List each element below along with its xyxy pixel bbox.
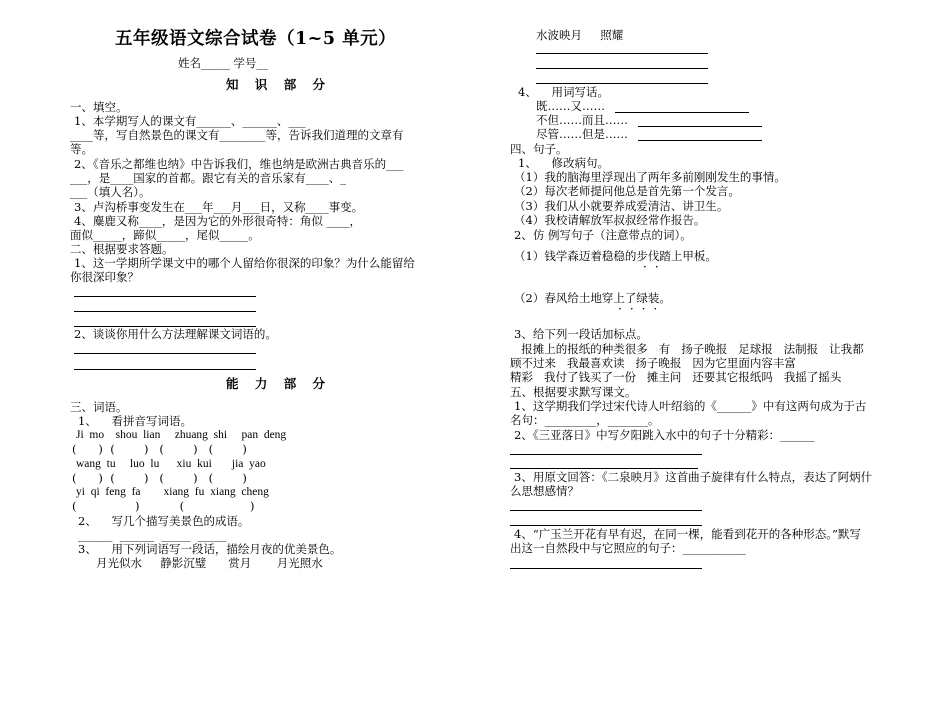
s4-q3-passage: 精彩 我付了钱买了一份 摊主问 还要其它报纸吗 我摇了摇头 xyxy=(510,370,842,384)
brackets-row-2[interactable]: ( ) ( ) ( ) ( ) xyxy=(72,471,247,485)
s2-heading: 二、根据要求答题。 xyxy=(70,242,174,256)
s4-q2: 2、仿 例写句子（注意带点的词）。 xyxy=(514,228,692,242)
s3-q4-a: 既……又…… xyxy=(536,99,605,113)
s5-q1-line1: 1、这学期我们学过宋代诗人叶绍翁的《______》中有这两句成为于古 xyxy=(514,399,867,413)
s4-q2-example-2: （2）春风给土地穿上了绿装。 xyxy=(514,291,671,305)
answer-line[interactable] xyxy=(510,454,702,455)
knowledge-section-heading: 知 识 部 分 xyxy=(226,77,332,92)
s4-q1-item: （2）每次老师提问他总是首先第一个发言。 xyxy=(514,184,740,198)
s3-q2: 2、 写几个描写美景色的成语。 xyxy=(78,514,250,528)
s5-q4-line1: 4、“广玉兰开花有早有迟，在同一棵，能看到花开的各种形态。”默写 xyxy=(514,527,861,541)
s3-heading: 三、词语。 xyxy=(70,400,128,414)
pinyin-row-2: wang tu luo lu xiu kui jia yao xyxy=(76,458,266,470)
s2-q2: 2、谈谈你用什么方法理解课文词语的。 xyxy=(74,327,277,341)
emphasis-dots: ···· xyxy=(618,302,666,316)
page-title: 五年级语文综合试卷（1~5 单元） xyxy=(115,29,397,49)
q4-line1: 4、麋鹿又称____，是因为它的外形很奇特：角似 ____， xyxy=(74,214,361,228)
s2-q1-line2: 你很深印象？ xyxy=(70,270,139,284)
answer-line[interactable] xyxy=(74,369,256,370)
s3-q3: 3、 用下列词语写一段话，描绘月夜的优美景色。 xyxy=(78,542,342,556)
s4-q1-item: （1）我的脑海里浮现出了两年多前刚刚发生的事情。 xyxy=(514,170,786,184)
s4-q1-item: （3）我们从小就要养成爱清洁、讲卫生。 xyxy=(514,199,729,213)
pinyin-row-3: yi qi feng fa xiang fu xiang cheng xyxy=(76,486,269,498)
answer-line[interactable] xyxy=(510,525,702,526)
s5-q2: 2、《三亚落日》中写夕阳跳入水中的句子十分精彩：______ xyxy=(514,428,815,442)
q2-line3: ___（填人名）。 xyxy=(70,185,151,199)
s5-q3-line2: 么思想感情？ xyxy=(510,484,579,498)
answer-line[interactable] xyxy=(638,126,762,127)
s5-q3-line1: 3、用原文回答：《二泉映月》这首曲子旋律有什么特点，表达了阿炳什 xyxy=(514,470,873,484)
s5-q1-line2: 名句：_________，_______。 xyxy=(510,413,660,427)
s4-q3-passage: 顾不过来 我最喜欢读 扬子晚报 因为它里面内容丰富 xyxy=(510,356,796,370)
q1-line3: 等。 xyxy=(70,142,93,156)
s2-q1-line1: 1、这一学期所学课文中的哪个人留给你很深的印象？为什么能留给 xyxy=(74,256,415,270)
s1-heading: 一、填空。 xyxy=(70,100,128,114)
q2-line1: 2、《音乐之都维也纳》中告诉我们，维也纳是欧洲古典音乐的___ xyxy=(74,157,404,171)
s4-heading: 四、句子。 xyxy=(510,142,568,156)
s4-q1-item: （4）我校请解放军叔叔经常作报告。 xyxy=(514,213,706,227)
student-fields[interactable]: 姓名_____ 学号__ xyxy=(178,56,268,70)
s4-q1: 1、 修改病句。 xyxy=(518,156,609,170)
pinyin-row-1: Ji mo shou lian zhuang shi pan deng xyxy=(76,429,287,441)
answer-line[interactable] xyxy=(74,311,256,312)
s4-q3: 3、给下列一段话加标点。 xyxy=(514,327,648,341)
answer-line[interactable] xyxy=(510,568,702,569)
emphasis-dots: ·· xyxy=(643,260,667,274)
answer-line[interactable] xyxy=(510,510,702,511)
s3-q1: 1、 看拼音写词语。 xyxy=(78,414,192,428)
q4-line2: 面似_____，蹄似_____，尾似_____。 xyxy=(70,228,260,242)
q1-line2: ____等，写自然景色的课文有________等，告诉我们道理的文章有 xyxy=(70,128,404,142)
answer-line[interactable] xyxy=(510,468,698,469)
answer-line[interactable] xyxy=(638,140,762,141)
s4-q3-passage: 报摊上的报纸的种类很多 有 扬子晚报 足球报 法制报 让我都 xyxy=(514,342,864,356)
answer-line[interactable] xyxy=(536,83,708,84)
s3-q4: 4、 用词写话。 xyxy=(518,85,609,99)
answer-line[interactable] xyxy=(74,353,256,354)
s5-heading: 五、根据要求默写课文。 xyxy=(510,385,637,399)
brackets-row-3[interactable]: ( ) ( ) xyxy=(72,499,255,513)
q2-line2: ___，是____国家的首都。跟它有关的音乐家有____、_ xyxy=(70,171,346,185)
s4-q2-example-1: （1）钱学森迈着稳稳的步伐踏上甲板。 xyxy=(514,249,717,263)
answer-line[interactable] xyxy=(536,68,708,69)
ability-section-heading: 能 力 部 分 xyxy=(226,376,332,391)
q3: 3、卢沟桥事变发生在___年___月___日，又称____事变。 xyxy=(74,200,364,214)
s5-q4-line2: 出这一自然段中与它照应的句子：___________ xyxy=(510,541,746,555)
s3-q2-blanks[interactable]: ______ ______ _____ _____ xyxy=(78,528,227,542)
brackets-row-1[interactable]: ( ) ( ) ( ) ( ) xyxy=(72,442,247,456)
s3-q4-c: 尽管……但是…… xyxy=(536,127,628,141)
answer-line[interactable] xyxy=(615,112,749,113)
q1-line1: 1、本学期写人的课文有______、______、___ xyxy=(74,114,306,128)
s3-q3-words-cont: 水波映月 照耀 xyxy=(536,28,624,42)
answer-line[interactable] xyxy=(74,296,256,297)
s3-q3-words: 月光似水 静影沉璧 赏月 月光照水 xyxy=(96,556,323,570)
s3-q4-b: 不但……而且…… xyxy=(536,113,628,127)
answer-line[interactable] xyxy=(536,53,708,54)
